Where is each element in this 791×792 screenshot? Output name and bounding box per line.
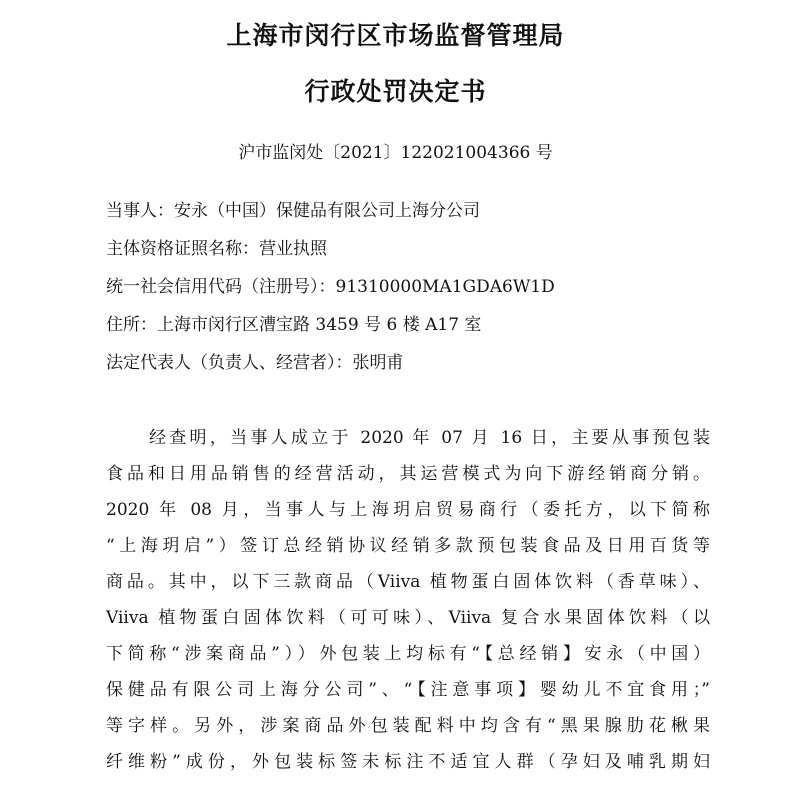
- body-text-line: 商品。其中，以下三款商品（Viiva 植物蛋白固体饮料（香草味）、: [106, 572, 710, 592]
- body-text-line: 2020 年 08 月，当事人与上海玥启贸易商行（委托方，以下简称: [106, 500, 710, 520]
- credit-code: 统一社会信用代码（注册号）：91310000MA1GDA6W1D: [106, 277, 555, 297]
- body-text-line: Viiva 植物蛋白固体饮料（可可味）、Viiva 复合水果固体饮料（以: [106, 608, 710, 628]
- body-text-line: 纤维粉”成份，外包装标签未标注不适宜人群（孕妇及哺乳期妇: [106, 752, 710, 772]
- agency-title: 上海市闵行区市场监督管理局: [226, 21, 565, 50]
- address: 住所：上海市闵行区漕宝路 3459 号 6 楼 A17 室: [106, 315, 482, 335]
- legal-representative: 法定代表人（负责人、经营者）：张明甫: [106, 353, 404, 373]
- body-text-line: 下简称“涉案商品”））外包装上均标有“【总经销】安永（中国）: [106, 644, 710, 664]
- body-text-line: “上海玥启”）签订总经销协议经销多款预包装食品及日用百货等: [106, 536, 710, 556]
- document-title: 行政处罚决定书: [304, 77, 487, 106]
- credential-name: 主体资格证照名称：营业执照: [106, 239, 327, 259]
- body-text-line: 经查明，当事人成立于 2020 年 07 月 16 日，主要从事预包装: [149, 428, 710, 448]
- body-text-line: 食品和日用品销售的经营活动，其运营模式为向下游经销商分销。: [106, 464, 710, 484]
- body-text-line: 等字样。另外，涉案商品外包装配料中均含有“黑果腺肋花楸果: [106, 716, 710, 736]
- document-number: 沪市监闵处〔2021〕122021004366 号: [238, 143, 553, 163]
- body-text-line: 保健品有限公司上海分公司”、“【注意事项】婴幼儿不宜食用；”: [106, 680, 710, 700]
- party-name: 当事人：安永（中国）保健品有限公司上海分公司: [106, 201, 480, 221]
